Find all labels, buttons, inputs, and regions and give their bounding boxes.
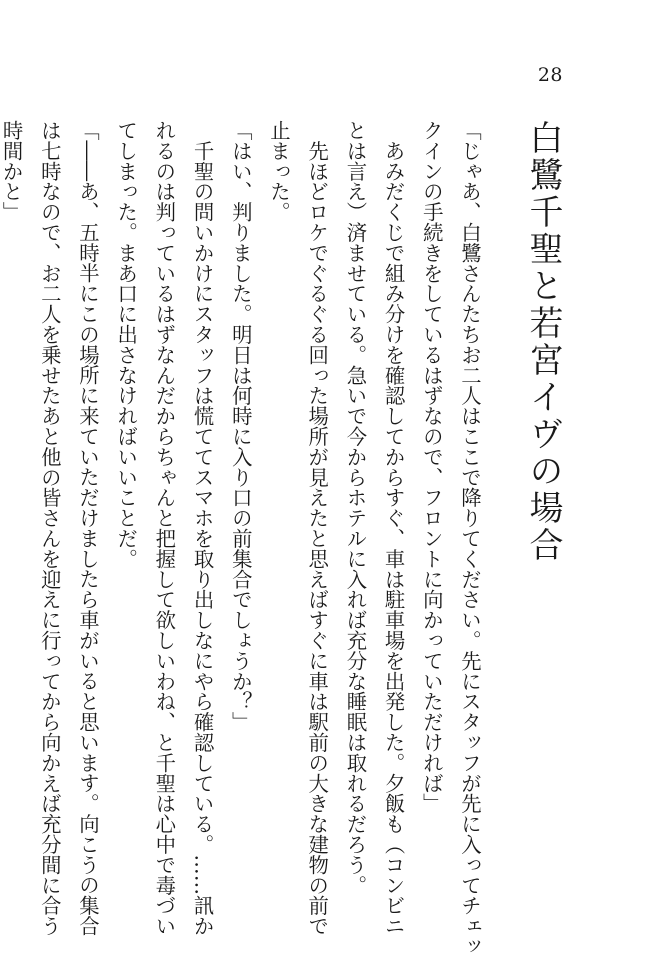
text-line: クインの手続きをしているはずなので、フロントに向かっていただければ」 bbox=[419, 120, 444, 814]
text-line: あみだくじで組み分けを確認してからすぐ、車は駐車場を出発した。夕飯も（コンビニ bbox=[381, 120, 406, 936]
text-line: てしまった。まあ口に出さなければいいことだ。 bbox=[114, 120, 139, 569]
text-line: 時間かと」 bbox=[0, 120, 24, 222]
text-line: 「――あ、五時半にこの場所に来ていただけましたら車がいると思います。向こうの集合 bbox=[75, 120, 100, 936]
body-text bbox=[0, 120, 489, 956]
text-line: 「じゃあ、白鷺さんたちお二人はここで降りてください。先にスタッフが先に入ってチェッ bbox=[458, 120, 482, 956]
text-line: 止まった。 bbox=[266, 120, 291, 222]
chapter-title: 白鷺千聖と若宮イヴの場合 bbox=[523, 120, 563, 564]
text-line: れるのは判っているはずなんだからちゃんと把握して欲しいわね、と千聖は心中で毒づい bbox=[152, 120, 177, 936]
text-line: 千聖の問いかけにスタッフは慌ててスマホを取り出しなにやら確認している。……訊か bbox=[190, 120, 215, 936]
text-line: 「はい、判りました。明日は何時に入り口の前集合でしょうか？」 bbox=[228, 120, 253, 732]
text-line: は七時なので、お二人を乗せたあと他の皆さんを迎えに行ってから向かえば充分間に合う bbox=[37, 120, 62, 936]
page-number: 28 bbox=[537, 64, 563, 86]
text-line: とは言え）済ませている。急いで今からホテルに入れば充分な睡眠は取れるだろう。 bbox=[343, 120, 368, 896]
text-line: 先ほどロケでぐるぐる回った場所が見えたと思えばすぐに車は駅前の大きな建物の前で bbox=[305, 120, 330, 936]
